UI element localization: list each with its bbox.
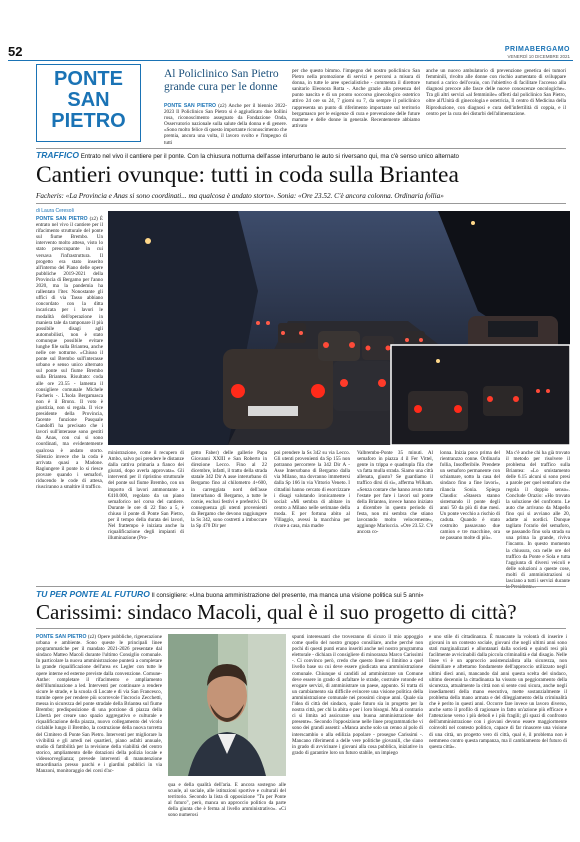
- story1-col3: anche un nuovo ambulatorio di prevenzione genetica dei tumori femminili, rivolto alle donne con rischio aumentato di sviluppare tumori a carico dell'ovaio, con l'obiettivo di facilitare l'accesso alla diagnosi precoce alle fasce delle nuove conoscenze oncologiche». Tra gli altri servizi «al femminile» offerti dal policlinico San Pietro, oltre all'Unità di ginecologia e ostetricia, Il centro di Medicina della Riproduzione, con diagnosi e cura dell'infertilità di coppia, e il centro per la cura dei disturbi dell'alimentazione.: [426, 68, 566, 117]
- story2-headline: Cantieri ovunque: tutti in coda sulla Briantea: [36, 162, 459, 188]
- story3-kicker: PONTE SAN PIETRO: [36, 634, 87, 640]
- story3-head-rule: [36, 628, 566, 629]
- story1-code: (z2): [218, 103, 227, 109]
- story1-col1-text: Anche per il biennio 2022-2023 Il Policlinico San Pietro si è aggiudicato due bollini rosa, riconoscimento assegnato da Fondazione Onda, Osservatorio nazionale sulla salute della donna e di genere. «Sono molto felice di questo importante riconoscimento che premia, ancora una volta, il lavoro svolto e l'impegno di tutti: [164, 103, 287, 146]
- section-label-line2: SAN: [67, 89, 110, 111]
- story2-code: (z2): [89, 216, 98, 222]
- brand-name: PRIMABERGAMO: [504, 46, 570, 53]
- story3-topic-rule: [36, 586, 566, 587]
- story2-col5: Valbrembo-Ponte 35 minuti. Al semaforo in piazza 4 il Fer Vittel, gente in trippa e quadrupla fila che va fatta mulla strada. Siamo una città allenata, giusto? Se guardiamo il traffico dirsi di sì», afferma Wilkam. «Senza contare che hanno avuto tutta l'estate per fare i lavori sul ponte della Briantea, invece hanno iniziato a dicembre in questo periodo di festa, non mi sembra che stiano lavorando molto velocemente», aggiunge Mariuccia. «Ore 23.52. C'è ancora co-: [357, 450, 433, 536]
- story2-sub-rule: [36, 203, 566, 204]
- story2-col4: poi prendere la Ss 342 su via Lecco. Gli utenti provenienti da Sp 155 non potranno percorrere la 342 Dir A - Asse Interurbano di Bergamo dalla via Milano, ma dovranno immettersi dalla Sp 166 in via Vittorio Veneto. I cittadini hanno cercato di esorcizzare i disagi valutando ironicamente i social: «Mi sembra di abitare in centro a Milano nelle serimane della moda. E per fortuna abito al Villaggio, avessi la macchina per rivare a casa, mia madre: [274, 450, 350, 530]
- story3-headline: Carissimi: sindaco Macoli, qual è il suo progetto di città?: [36, 600, 517, 624]
- section-label-line1: PONTE: [54, 68, 123, 90]
- story3-code: (z2): [87, 634, 97, 640]
- traffic-jam-night-illustration: [108, 211, 570, 445]
- story2-col3: getto Faber) delle gallerie Papa Giovanni XXIII e San Roberto in direzione Lecco. Fino al 22 dicembre, infatti, il tratto della strada statale 342 Dir A asse interurbano di Bergamo fino al chilometro 4+600, in carreggiata nord dell'asse Interurbano di Bergamo, a tutte le corsie, esclusi festivi e prefestivi. Di conseguenza gli utenti provenienti da Bergamo che devono raggiungere la Ss 342, sono costretti a imboccare la Sp 470 Dir per: [191, 450, 267, 530]
- story2-topic-line: [36, 150, 576, 160]
- story2-col2: ministrazione, come il recupero di Ambo, salvo poi prendere le distanze dalla cattiva primaria a fianco dei giurati, dopo averla approvata». Gli interventi per il ripristino strutturale del ponte sul fiume Brembo, con un importo di lavori ammontante a €410.000, regolato da un piano semaforico nel corso del cantiere. Durante le ore di 22 fino a 5, è chiuso il ponte di Ponte San Pietro, per il tempo della durata dei lavori, Nel frattempo è iniziata anche la riqualificazione degli impianti di illuminazione (Pro-: [108, 450, 184, 542]
- story1-kicker: PONTE SAN PIETRO: [164, 103, 216, 109]
- story3-topic-line: [36, 589, 576, 599]
- story1-col2: per che questo bimmo. l'impegno del nostro policlinico San Pietro nella promozione di servizi e percorsi a misura di donna, in tutte le aree specialistiche - commenta il direttore sanitario Eleonora Rotta -. Anche grazie alla presenza del punto nascita e di un pronto soccorso ginecologico ostetrico attivo 24 ore su 24, 7 giorni su 7, da sempre il policlinico rappresenta un punto di riferimento importante sul territorio bergamasco per le esigenze di cura e prevenzione delle future mamme e delle donne in generale. Recentemente abbiamo attivato: [292, 68, 420, 129]
- portrait-photo: [168, 634, 286, 776]
- story2-col6: lonna. Inizia poco prima del rientranzzo conne. Ordinaria follia, Insofferibile. Prendete un semaforo permanente con schiamare, sotto la casa del sindaco fino a fine lavori», rilancia Sonia. Spiega Claudio: «Stasera stanno sistemando il ponte degli anni '50 da più di due mesi. Un ponte vecchio a rischio di caduta. Quando è stato costruito passavano due camion e tre macchine, ora ne passano molte di più».: [440, 450, 500, 542]
- person-portrait-illustration: [168, 634, 286, 776]
- story2-kicker: PONTE SAN PIETRO: [36, 216, 88, 222]
- story3-col3: spunti interessanti che troveranno di sicuro il mio appoggio come quello del nostro gruppo consiliare, anche perché non pochi di questi punti erano inseriti anche nel nostro programma elettorale - dichiara il consigliere di minoranza Marco Carissimi -. Ci convinco però, credo che questo linee si limitino a quel livello base su cui deve essere giudicata una amministrazione comunale. Chiunque si candidi ad amministrare un Comune deve essere in grado di asfaltare le strade, costruire rotonde ed erogare servizi, di amministrare un paese, appunto. Si tratta di un cambiamento sia difficile evincere una visione politica della amministrazione comunale nei prossimi cinque anni. Quale sia l'idea di città del sindaco, quale futuro sia in progetto per la nostra città, per chi la abita e per i loro bisogni. Ma al contrario ci si limita ad assicurare una buona amministrazione del presente». Secondo l'opposizione nelle linee programmatiche vi sono dei grandi assenti: «Manca anche solo un cenno al polo di interscambio o alla edilizia popolare - prosegue Carissimi -. Mancano riferimenti a delle vere politiche giovanili, che siano in grado di avvicinare i giovani alla cosa pubblica, iniziative in grado di garantire loro un futuro stabile, un impiego: [292, 634, 423, 756]
- story3-col1: [36, 634, 162, 834]
- header-rule: [8, 60, 573, 61]
- story3-col1-text: Opere pubbliche, rigenerazione urbana e ambiente. Sono queste le principali linee programmatiche per il mandato 2021-2026 presentate dal sindaco Matteo Macoli durante l'ultimo Consiglio comunale. In particolare la nuova amministrazione punterà a completare la grande riqualificazione dell'area ex Legler con tutte le opere interne ed esterne previste dalla convenzione. Comune-Anthe: completare il rifacimento e ampliamento dell'illuminazione a led. Interventi per continuare a rendere sicure le strade, e la scuola di Locate e di via San Francesco, tramite opere per rendere più scorrevole l'incrocio Zecchetti, messa in sicurezza del ponte stradale della Briantea sul fiume Brembo; predisposizione di una porzione di piazza della Libertà per creare uno spazio aggregativo e culturale e riqualificazione della piazza, nuovo collegamento del vicolo ciclabile lungo il Brembo, la costruzione della nuova torretta del Cimitero di Ponte San Pietro. Interventi per migliorare la vivibilità e gli arredi nei quartieri, piano asfalti annuale, studio di fattibilità per la revisione della viabilità del centro storico, ampliamento delle dotazioni della polizia locale e videosorveglianza; prevede interventi di manutenzione straordinaria presso parchi e i giardini pubblici in via Manzoni, monitoraggio dei corsi d'ac-: [36, 634, 162, 775]
- story1-col1: [164, 103, 287, 146]
- issue-date: VENERDÌ 10 DICEMBRE 2021: [507, 54, 570, 59]
- traffic-photo: [108, 211, 570, 445]
- story3-topic: TU PER PONTE AL FUTURO: [36, 589, 150, 599]
- story3-topic-text: Il consigliere: «Una buona amministrazione del presente, ma manca una visione politica sui 5 anni»: [151, 592, 424, 599]
- story2-col7: Ma c'è anche chi ha già trovato il metodo per risolvere il problema del traffico sulla Briantea: «Lo smistamento delle 6.15 alcuni si sono presi a parole per quel semaforo che regola il doppio senso». Conclude Orazio: «Ho trovato la soluzione del confronto. Le auto che arrivano da Mapello fino qui si avviano alle 20, adatte ai nordici. Dunque tagliato l'orario del semaforo, se passando fino sola strada su una prima la grande, riviva l'incanto. In questo momento la chiusura, ora nelle ore del traffico da Ponte e Sola e tutta l'aggiunta di diversi veicoli e delle soluzioni a queste cose, molti di amministrazioni si lasciano a tutti i servizi durante la Presidente».: [506, 450, 570, 591]
- story2-byline: di Laura Ceresoli: [36, 208, 74, 214]
- story2-col1-text: È entrato nel vivo il cantiere per il rifacimento strutturale del ponte sul fiume Brembo. Un intervento molto atteso, visto lo stato preoccupante in cui versava l'infrastruttura. Il progetto era stato inserito all'interno del Piano delle opere pubbliche 2019-2021 della Provincia di Bergamo per l'anno 2020, ma la pandemia ha rallentato l'iter. Nonostante gli uffici di via Tasso abbiano concordato con la ditta incaricata per i lavori le modalità dell'operazione in maniera tale da tamponare il più possibile disagi agli automobilisti, non è stato comunque possibile evitare lunghe file sulla Briantea, anche nelle ore notturne. «Chiuso il ponte sul Brembo sull'interasse urbano e senso unico alternato sul ponte sul fiume Brembo sulla Briantea. Risultato: coda alle ore 23.55 - lamenta il consigliere comunale Michele Facheris -. L'Isola Bergamasca non è il Bronx. Il voto è giustizia, non si regala. Il vice presidente della Provincia, facente funzione Pasquale Gandolfi ha precisato che i lavori sull'interasse sono gestiti da Anas, con cui si sono coordinati, ma evidentemente qualcosa è andato storto. Silenzio invece che la coda è arrivata quasi a Madone. Ragiungere il ponte lo si riesce provare quando i semafori, riducendo le code di attesa, riusciranno a smaltire il traffico.: [36, 216, 103, 491]
- story2-topic: TRAFFICO: [36, 150, 79, 160]
- section-label: [36, 64, 141, 142]
- story3-col2: qua e della qualità dell'aria. E ancora sostegno alle scuole, al sociale, alle istituzioni sportive e culturali del territorio. Secondo la lista di opposizione "Tu per Ponte al futuro", però, manca un approccio politico da parte della giunta che è ferma al livello amministrativo». «Ci sono numerosi: [168, 782, 286, 819]
- story2-col1: [36, 216, 103, 582]
- story1-headline: Al Policlinico San Pietro grande cura per le donne: [164, 68, 279, 93]
- story3-col4: e uno stile di cittadinanza. È mancante la volontà di inserire i giovani in un contesto sociale, giovani che negli ultimi anni sono stati marginalizzati e allontanati dalla società e quindi resi più facilmente avvicinabili dalla piccola criminalità e dal disagio. Nelle linee vi è un approccio assistenzialista alla sicurezza, non disimiliare e aftettamo fondamente dell'approccio utilizzato negli ultimi dieci anni, mancando dal anni questa scelta del sindaco, ultimo decennio la cittadinanza ha vissuto un peggioramento della sicurezza, attualmente la città non si sente così sicura, anche negli insediamenti della mano esecutiva, mette sostanzialmente il problema della mano armata e del dileggiamento della criminalità che è perito in questi anni. Occorre fare invece un lavoro diverso, anche sotto il profilo di ragionare in fatto un'azione più efficace e l'attenzione verso i più deboli e i più fragili; gli spazi di confronto dell'amministrazione con i giovani devono essere maggiormente coinvolti nel contesto politico, capace di far rinascere una visione di una città, un progetto vero di città, qual è, il problema non è nemmeno contro questa rampanza, ma il cambiamento del futuro di questa città».: [429, 634, 567, 750]
- page-number: 52: [8, 44, 23, 59]
- story2-subhead: Facheris: «La Provincia e Anas si sono coordinati... ma qualcosa è andato storto». Sonia: «Ore 23.52. C'è ancora colonna. Ordinaria follia»: [36, 192, 444, 200]
- story2-topic-rule: [36, 148, 566, 149]
- section-label-line3: PIETRO: [51, 110, 126, 132]
- story2-topic-text: Entrato nel vivo il cantiere per il ponte. Con la chiusura notturna dell'asse interurbano le auto si riversano qui, ma c'è senso unico alternato: [80, 153, 459, 160]
